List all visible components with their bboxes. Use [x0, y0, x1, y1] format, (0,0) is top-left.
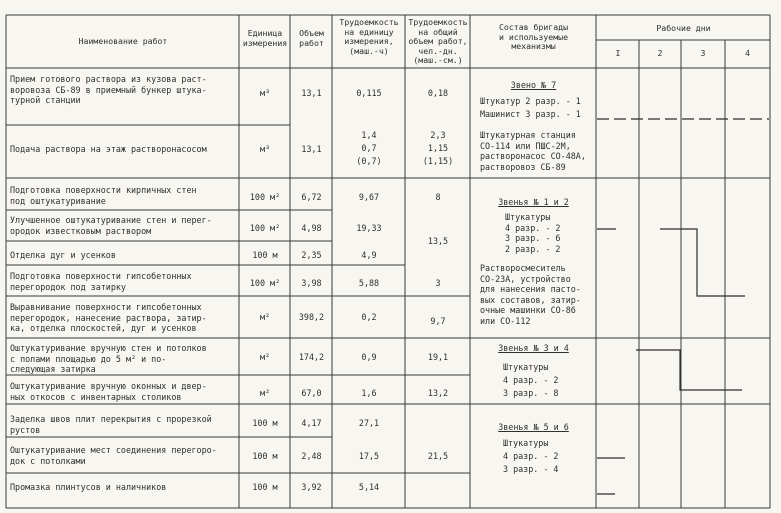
row-labor-unit: 17,5	[358, 451, 380, 461]
row-name: Оштукатуривание вручную оконных и двер- ных откосов с инвентарных столиков	[10, 381, 207, 402]
row-labor-unit: 4,9	[361, 250, 377, 260]
row-unit: 100 м²	[249, 192, 281, 202]
row-name: Улучшенное оштукатуривание стен и перег- ородок известковым раствором	[10, 215, 212, 236]
row-name: Оштукатуривание мест соединения перегоро- док с потолками	[10, 445, 217, 466]
row-labor-total: 3	[435, 278, 441, 288]
header-unit: Единица измерения	[242, 28, 288, 48]
row-volume: 13,1	[301, 88, 322, 98]
row-labor-unit: 1,6	[361, 388, 377, 398]
crew-link56-body: Штукатуры 4 разр. - 2 3 разр. - 4	[503, 438, 559, 474]
day-4: 4	[745, 48, 750, 58]
header-days: Рабочие дни	[656, 23, 711, 33]
day-3: 3	[700, 48, 706, 58]
row-volume: 174,2	[298, 352, 325, 362]
row-name: Выравнивание поверхности гипсобетонных перегородок, нанесение раствора, затир- ка, отделка плоскостей, дуг и усенков	[10, 302, 207, 334]
header-crew: Состав бригады и используемые механизмы	[498, 22, 568, 52]
row-labor-total: 9,7	[430, 316, 446, 326]
crew-link12-body: Штукатуры 4 разр. - 2 3 разр. - 6 2 разр. - 2	[505, 212, 561, 254]
crew-link7-body: Штукатур 2 разр. - 1 Машинист 3 разр. - 1	[480, 96, 581, 119]
row-labor-unit: 5,14	[358, 482, 380, 492]
crew-link34-body: Штукатуры 4 разр. - 2 3 разр. - 8	[503, 362, 559, 398]
header-name: Наименование работ	[78, 36, 168, 46]
row-volume: 2,48	[301, 451, 322, 461]
row-volume: 3,92	[301, 482, 322, 492]
row-volume: 398,2	[298, 312, 325, 322]
row-unit: м³	[259, 88, 271, 98]
header-labor-unit: Трудоемкость на единицу измерения, (маш.-ч)	[339, 17, 399, 56]
row-labor-total: 21,5	[427, 451, 449, 461]
row-volume: 4,17	[301, 418, 322, 428]
row-volume: 4,98	[301, 223, 322, 233]
crew-link12-mech: Растворосмеситель СО-23А, устройство для нанесения пасто- вых составов, затир- очные машинки СО-86 или СО-112	[480, 263, 581, 326]
row-labor-unit: 27,1	[358, 418, 380, 428]
row-labor-total: 2,3 1,15 (1,15)	[422, 130, 454, 166]
crew-link34-title: Звенья № 3 и 4	[498, 343, 569, 353]
row-name: Подготовка поверхности кирпичных стен под оштукатуривание	[10, 185, 197, 206]
row-unit: м²	[259, 312, 271, 322]
crew-link7-title: Звено № 7	[510, 80, 557, 90]
row-name: Промазка плинтусов и наличников	[10, 482, 167, 492]
row-unit: 100 м	[252, 250, 278, 260]
row-unit: м³	[259, 144, 271, 154]
schedule-bars	[597, 119, 769, 494]
row-labor-unit: 0,115	[356, 88, 382, 98]
row-labor-total: 8	[435, 192, 441, 202]
row-name: Отделка дуг и усенков	[10, 250, 116, 260]
row-unit: 100 м²	[249, 223, 281, 233]
header-volume: Объем работ	[299, 28, 324, 48]
row-labor-unit: 9,67	[358, 192, 380, 202]
row-unit: 100 м	[252, 482, 278, 492]
row-unit: 100 м²	[249, 278, 281, 288]
row-labor-unit: 0,2	[361, 312, 377, 322]
row-labor-total: 0,18	[427, 88, 449, 98]
day-2: 2	[657, 48, 663, 58]
row-labor-unit: 1,4 0,7 (0,7)	[356, 130, 382, 166]
row-name: Подача раствора на этаж растворонасосом	[10, 144, 207, 154]
merged-labor-total: 13,5	[427, 236, 449, 246]
crew-link56-title: Звенья № 5 и 6	[498, 422, 569, 432]
row-labor-total: 19,1	[427, 352, 449, 362]
row-unit: м²	[259, 388, 271, 398]
row-name: Оштукатуривание вручную стен и потолков с полами площадью до 5 м² и по- следующая затирка	[10, 343, 207, 375]
row-volume: 6,72	[301, 192, 322, 202]
row-labor-unit: 0,9	[361, 352, 377, 362]
row-volume: 2,35	[301, 250, 322, 260]
crew-link12-title: Звенья № 1 и 2	[498, 197, 569, 207]
row-unit: м²	[259, 352, 271, 362]
row-unit: 100 м	[252, 451, 278, 461]
day-1: I	[615, 48, 621, 58]
row-labor-unit: 5,88	[358, 278, 380, 288]
row-unit: 100 м	[252, 418, 278, 428]
row-name: Прием готового раствора из кузова раст- воровоза СБ-89 в приемный бункер штука- турной станции	[10, 74, 207, 106]
header-labor-total: Трудоемкость на общий объем работ, чел.-дн. (маш.-см.)	[408, 17, 468, 66]
row-volume: 13,1	[301, 144, 322, 154]
row-name: Заделка швов плит перекрытия с прорезкой рустов	[10, 414, 212, 435]
row-labor-total: 13,2	[427, 388, 449, 398]
row-name: Подготовка поверхности гипсобетонных перегородок под затирку	[10, 271, 192, 292]
crew-link7-mech: Штукатурная станция СО-114 или ПШС-2М, растворонасос СО-48А, растворовоз СБ-89	[480, 130, 586, 172]
row-volume: 67,0	[301, 388, 322, 398]
row-labor-unit: 19,33	[356, 223, 382, 233]
row-volume: 3,98	[301, 278, 322, 288]
